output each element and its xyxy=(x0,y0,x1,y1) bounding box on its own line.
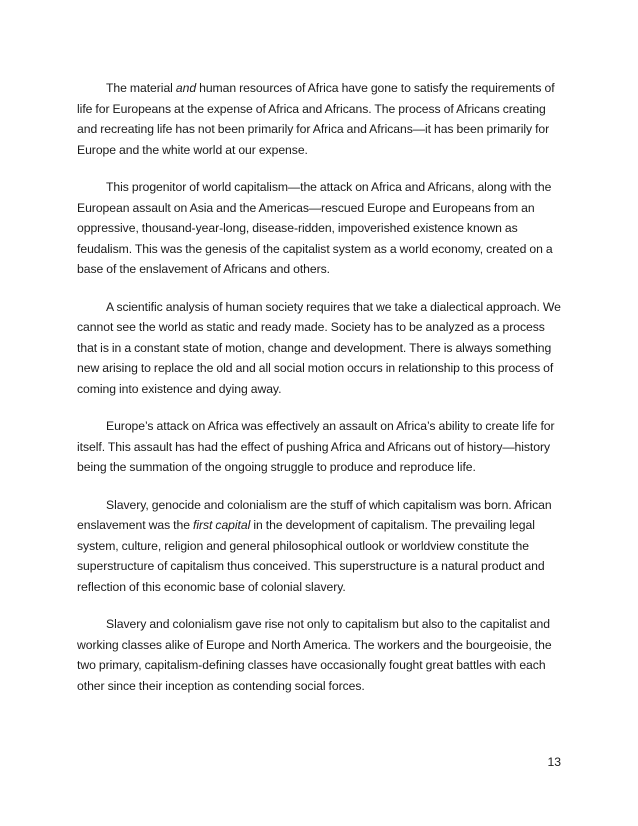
paragraph-6: Slavery and colonialism gave rise not only to capitalism but also to the capitalist and working classes alike of Europe and North America. The workers and the bourgeoisie, the two primary, capitalism-defining classes have occasionally fought great battles with each other since their inception as contending social forces. xyxy=(77,617,552,693)
paragraph-5 xyxy=(77,495,566,598)
paragraph-2: This progenitor of world capitalism—the attack on Africa and Africans, along with the European assault on Asia and the Americas—rescued Europe and Europeans from an oppressive, thousand-year-long, disease-ridden, impoverished existence known as feudalism. This was the genesis of the capitalist system as a world economy, created on a base of the enslavement of Africans and others. xyxy=(77,180,553,276)
page-number: 13 xyxy=(547,755,561,769)
paragraph-1 xyxy=(77,78,566,160)
paragraph-5-text-end: in the development of capitalism. The prevailing legal system, culture, religion and general philosophical outlook or worldview constitute the superstructure of capitalism thus conceived. This superstructure is a natural product and reflection of this economic base of colonial slavery. xyxy=(77,518,545,594)
paragraph-1-text-end: human resources of Africa have gone to satisfy the requirements of life for Europeans at the expense of Africa and Africans. The process of Africans creating and recreating life has not been primarily for Africa and Africans—it has been primarily for Europe and the white world at our expense. xyxy=(77,81,555,157)
paragraph-3: A scientific analysis of human society requires that we take a dialectical approach. We cannot see the world as static and ready made. Society has to be analyzed as a process that is in a constant state of motion, change and development. There is always something new arising to replace the old and all social motion occurs in relationship to this process of coming into existence and dying away. xyxy=(77,299,561,396)
paragraph-4: Europe’s attack on Africa was effectively an assault on Africa’s ability to create life for itself. This assault has had the effect of pushing Africa and Africans out of history—history being the summation of the ongoing struggle to produce and reproduce life. xyxy=(77,419,555,474)
text-body xyxy=(77,78,566,696)
paragraph-1-text-start: The material xyxy=(106,81,176,95)
paragraph-1-emphasis: and xyxy=(175,81,197,95)
paragraph-5-emphasis: first capital xyxy=(192,518,251,532)
paragraph-5-text-start: Slavery, genocide and colonialism are the stuff of which capitalism was born. African enslavement was the xyxy=(77,497,552,532)
